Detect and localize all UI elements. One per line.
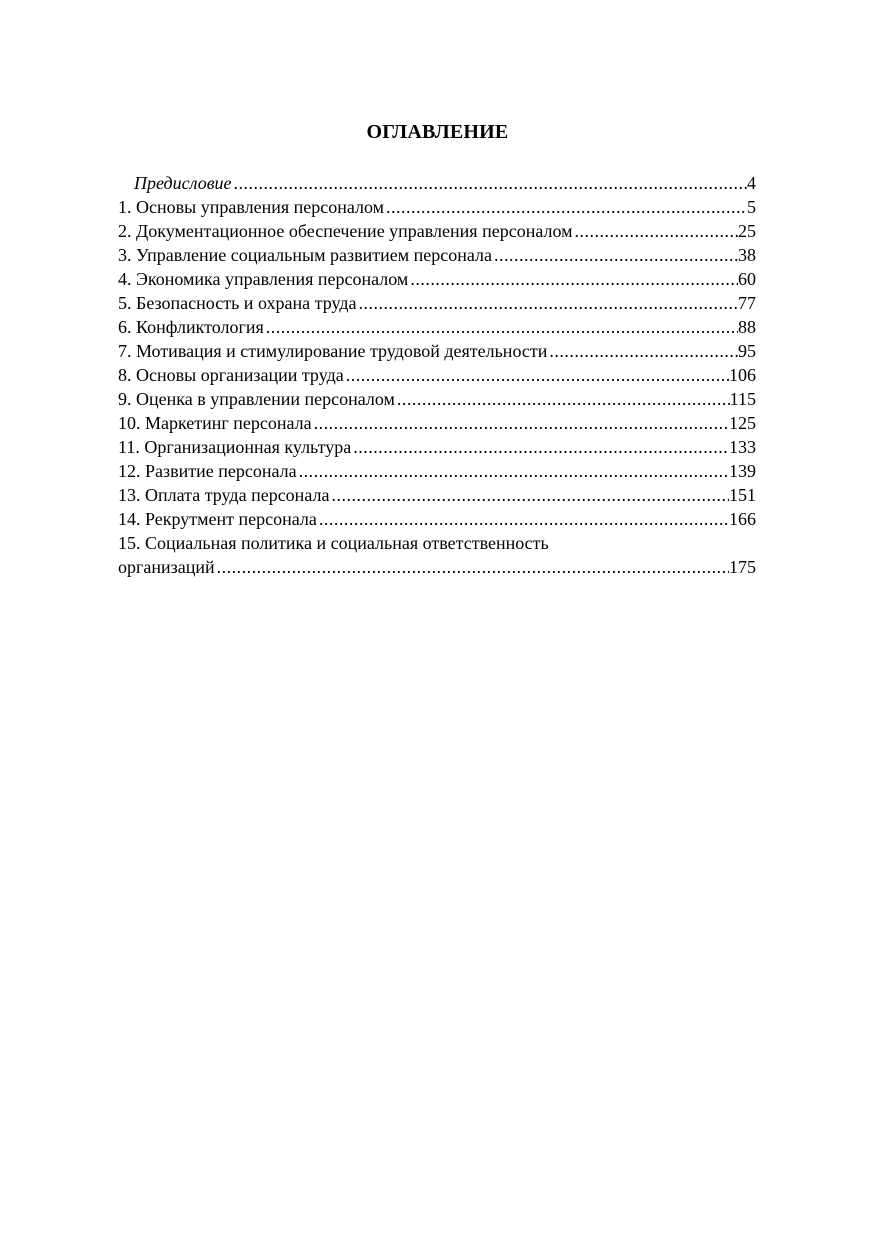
toc-entry-page: 77 bbox=[738, 293, 756, 313]
toc-entry-15-first-line[interactable]: 15. Социальная политика и социальная ответственность bbox=[118, 533, 549, 553]
toc-entry-12[interactable] bbox=[118, 459, 756, 483]
toc-entry-2[interactable] bbox=[118, 219, 756, 243]
toc-entry-label: 9. Оценка в управлении персоналом bbox=[118, 389, 395, 409]
toc-entry-page: 125 bbox=[729, 413, 756, 433]
toc-entry-8[interactable] bbox=[118, 363, 756, 387]
toc-entry-15[interactable] bbox=[118, 555, 756, 579]
toc-entry-page: 60 bbox=[738, 269, 756, 289]
leader-dots bbox=[312, 411, 729, 435]
toc-entry-label: 2. Документационное обеспечение управления персоналом bbox=[118, 221, 573, 241]
toc-entry-14[interactable] bbox=[118, 507, 756, 531]
toc-entry-label: 4. Экономика управления персоналом bbox=[118, 269, 409, 289]
toc-entry-10[interactable] bbox=[118, 411, 756, 435]
toc-entry-label: 13. Оплата труда персонала bbox=[118, 485, 330, 505]
toc-entry-11[interactable] bbox=[118, 435, 756, 459]
toc-entry-9[interactable] bbox=[118, 387, 756, 411]
leader-dots bbox=[232, 171, 747, 195]
leader-dots bbox=[344, 363, 729, 387]
toc-entry-page: 25 bbox=[738, 221, 756, 241]
leader-dots bbox=[573, 219, 739, 243]
toc-entry-label: Предисловие bbox=[134, 173, 232, 193]
leader-dots bbox=[329, 483, 729, 507]
leader-dots bbox=[317, 507, 729, 531]
toc-entry-page: 88 bbox=[738, 317, 756, 337]
toc-entry-page: 115 bbox=[729, 389, 756, 409]
toc-entry-page: 5 bbox=[747, 197, 756, 217]
page-title: ОГЛАВЛЕНИЕ bbox=[366, 121, 509, 143]
toc-entry-5[interactable] bbox=[118, 291, 756, 315]
table-of-contents bbox=[118, 171, 756, 579]
toc-entry-page: 38 bbox=[738, 245, 756, 265]
toc-entry-page: 106 bbox=[729, 365, 756, 385]
toc-entry-page: 139 bbox=[729, 461, 756, 481]
toc-entry-1[interactable] bbox=[118, 195, 756, 219]
toc-entry-label: 6. Конфликтология bbox=[118, 317, 264, 337]
toc-entry-label: 5. Безопасность и охрана труда bbox=[118, 293, 357, 313]
toc-entry-3[interactable] bbox=[118, 243, 756, 267]
toc-entry-label: 14. Рекрутмент персонала bbox=[118, 509, 317, 529]
leader-dots bbox=[264, 315, 738, 339]
toc-entry-label: 10. Маркетинг персонала bbox=[118, 413, 312, 433]
leader-dots bbox=[356, 291, 738, 315]
leader-dots bbox=[215, 555, 729, 579]
toc-entry-label: организаций bbox=[118, 557, 215, 577]
toc-entry-page: 4 bbox=[747, 173, 756, 193]
toc-entry-6[interactable] bbox=[118, 315, 756, 339]
toc-entry-label: 7. Мотивация и стимулирование трудовой деятельности bbox=[118, 341, 548, 361]
toc-entry-preface[interactable] bbox=[118, 171, 756, 195]
toc-entry-label: 1. Основы управления персоналом bbox=[118, 197, 385, 217]
toc-entry-4[interactable] bbox=[118, 267, 756, 291]
leader-dots bbox=[492, 243, 738, 267]
toc-entry-label: 8. Основы организации труда bbox=[118, 365, 344, 385]
toc-entry-7[interactable] bbox=[118, 339, 756, 363]
leader-dots bbox=[384, 195, 747, 219]
toc-entry-label: 3. Управление социальным развитием персонала bbox=[118, 245, 492, 265]
toc-entry-label: 11. Организационная культура bbox=[118, 437, 352, 457]
leader-dots bbox=[351, 435, 729, 459]
leader-dots bbox=[395, 387, 730, 411]
toc-entry-page: 175 bbox=[729, 557, 756, 577]
leader-dots bbox=[547, 339, 738, 363]
toc-entry-label: 12. Развитие персонала bbox=[118, 461, 297, 481]
leader-dots bbox=[408, 267, 738, 291]
toc-entry-page: 166 bbox=[729, 509, 756, 529]
leader-dots bbox=[297, 459, 729, 483]
toc-entry-page: 151 bbox=[729, 485, 756, 505]
toc-entry-page: 133 bbox=[729, 437, 756, 457]
toc-entry-page: 95 bbox=[738, 341, 756, 361]
toc-entry-13[interactable] bbox=[118, 483, 756, 507]
